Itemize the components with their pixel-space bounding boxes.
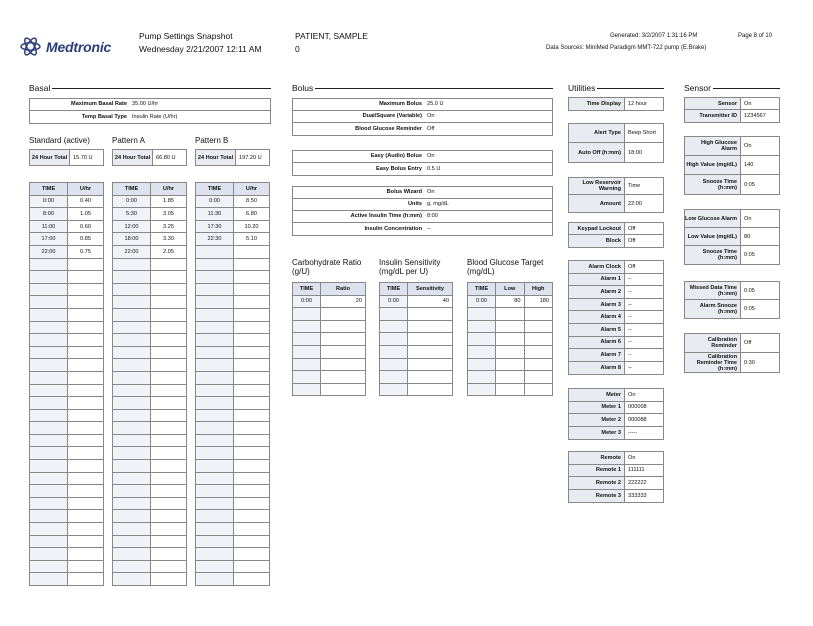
table-row <box>30 485 104 498</box>
high-glucose-box <box>684 136 780 195</box>
bolus-group-2: Easy (Audio) Bolus On Easy Bolus Entry 0.5 U <box>292 150 553 176</box>
brand-name: Medtronic <box>46 38 112 55</box>
reservoir-box <box>568 177 664 213</box>
basal-24h-total: 24 Hour Total 66.80 U <box>112 149 187 166</box>
table-row <box>113 321 187 334</box>
table-row <box>380 383 453 396</box>
setting-row: Block Off <box>569 235 663 247</box>
setting-row: Remote 1 111111 <box>569 465 663 478</box>
table-row <box>30 346 104 359</box>
setting-row: Meter 2 000088 <box>569 414 663 427</box>
table-row <box>468 308 553 321</box>
table-row <box>30 334 104 347</box>
table-row <box>30 308 104 321</box>
table-row <box>196 497 270 510</box>
table-row <box>30 434 104 447</box>
table-row: 22:00 2.05 <box>113 245 187 258</box>
basal-heading: Basal <box>29 83 271 93</box>
table-row <box>293 358 366 371</box>
target-table: TIME Low High 0:00 80 180 <box>467 282 553 396</box>
table-row <box>196 485 270 498</box>
table-row <box>468 383 553 396</box>
meter-box <box>568 388 664 440</box>
table-row <box>113 560 187 573</box>
setting-row: Snooze Time (h:mm) 0:05 <box>685 246 779 264</box>
table-row <box>468 358 553 371</box>
table-row <box>293 320 366 333</box>
temp-basal-row: Temp Basal Type Insulin Rate (U/hr) <box>81 113 178 120</box>
table-row <box>113 510 187 523</box>
table-row <box>30 447 104 460</box>
table-row <box>293 383 366 396</box>
table-row <box>113 283 187 296</box>
table-row <box>113 447 187 460</box>
table-row <box>380 371 453 384</box>
setting-row: Alarm 3 -- <box>569 299 663 312</box>
table-row <box>380 308 453 321</box>
table-row <box>196 384 270 397</box>
basal-rate-table: TIME U/hr 0:00 8.50 11:30 6.80 17:30 10.20 22:30 5.10 <box>195 182 270 586</box>
basal-settings <box>29 98 271 124</box>
table-row <box>30 548 104 561</box>
table-row <box>196 397 270 410</box>
table-row <box>196 359 270 372</box>
table-row: 22:00 0.75 <box>30 245 104 258</box>
setting-row: Time Display 12 hour <box>569 98 663 110</box>
alarm-clock-box <box>568 260 664 375</box>
table-row <box>380 358 453 371</box>
table-row <box>196 283 270 296</box>
table-row <box>30 523 104 536</box>
table-row <box>196 447 270 460</box>
table-row <box>380 320 453 333</box>
basal-pattern-name: Standard (active) <box>29 136 90 145</box>
sensor-heading: Sensor <box>684 83 780 93</box>
table-row <box>113 397 187 410</box>
table-row: 0:00 80 180 <box>468 295 553 308</box>
bolus-heading: Bolus <box>292 83 553 93</box>
setting-row: Alarm 1 -- <box>569 274 663 287</box>
alert-box <box>568 123 664 163</box>
sensor-box <box>684 97 780 123</box>
medtronic-logo <box>20 36 111 57</box>
setting-row: Snooze Time (h:mm) 0:05 <box>685 175 779 194</box>
table-row <box>113 523 187 536</box>
table-row <box>293 371 366 384</box>
setting-row: Alarm Snooze (h:mm) 0:05 <box>685 300 779 318</box>
calibration-box <box>684 333 780 373</box>
sens-title: Insulin Sensitivity (mg/dL per U) <box>379 258 441 276</box>
target-title: Blood Glucose Target (mg/dL) <box>467 258 544 276</box>
table-row <box>468 371 553 384</box>
table-row <box>113 472 187 485</box>
report-title: Pump Settings Snapshot <box>139 31 233 41</box>
setting-row: Sensor On <box>685 98 779 110</box>
utilities-heading: Utilities <box>568 83 664 93</box>
patient-name: PATIENT, SAMPLE <box>295 31 368 41</box>
carb-table: TIME Ratio 0:00 20 <box>292 282 366 396</box>
table-row <box>30 497 104 510</box>
setting-row: Alarm 4 -- <box>569 311 663 324</box>
setting-row: High Value (mg/dL) 140 <box>685 156 779 175</box>
table-row: 17:00 0.85 <box>30 233 104 246</box>
table-row <box>30 472 104 485</box>
table-row <box>113 371 187 384</box>
table-row <box>113 573 187 586</box>
table-row: 11:30 6.80 <box>196 208 270 221</box>
table-row <box>113 409 187 422</box>
table-row <box>113 334 187 347</box>
table-row <box>113 460 187 473</box>
medtronic-logo-icon <box>20 36 41 57</box>
table-row <box>113 497 187 510</box>
table-row <box>30 359 104 372</box>
table-row <box>196 308 270 321</box>
max-basal-row: Maximum Basal Rate 35.00 U/hr <box>30 99 270 111</box>
setting-row: Missed Data Time (h:mm) 0:05 <box>685 282 779 300</box>
setting-row: Remote On <box>569 452 663 465</box>
table-row <box>30 397 104 410</box>
remote-box <box>568 451 664 503</box>
table-row: 0:00 8.50 <box>196 195 270 208</box>
table-row <box>293 345 366 358</box>
table-row <box>196 523 270 536</box>
basal-24h-total: 24 Hour Total 197.20 U <box>195 149 270 166</box>
table-row <box>293 333 366 346</box>
table-row <box>30 560 104 573</box>
basal-24h-total: 24 Hour Total 15.70 U <box>29 149 104 166</box>
table-row <box>196 409 270 422</box>
table-row <box>113 535 187 548</box>
setting-row: Amount 22:00 <box>569 195 663 212</box>
table-row <box>196 321 270 334</box>
table-row <box>196 510 270 523</box>
setting-row: Keypad Lockout Off <box>569 223 663 235</box>
table-row <box>30 371 104 384</box>
setting-row: Alarm 7 -- <box>569 349 663 362</box>
table-row <box>196 535 270 548</box>
table-row <box>196 245 270 258</box>
table-row: 11:00 0.60 <box>30 220 104 233</box>
report-datetime: Wednesday 2/21/2007 12:11 AM <box>139 44 262 54</box>
table-row <box>196 548 270 561</box>
table-row <box>196 334 270 347</box>
table-row <box>380 345 453 358</box>
table-row <box>196 346 270 359</box>
setting-row: Low Value (mg/dL) 80 <box>685 228 779 246</box>
table-row: 8:00 1.05 <box>30 208 104 221</box>
setting-row: Meter On <box>569 389 663 402</box>
time-display-box <box>568 97 664 111</box>
table-row <box>113 359 187 372</box>
table-row <box>30 296 104 309</box>
table-row <box>113 384 187 397</box>
table-row <box>196 296 270 309</box>
setting-row: Alarm 2 -- <box>569 286 663 299</box>
table-row <box>196 258 270 271</box>
setting-row: Low Reservoir Warning Time <box>569 178 663 195</box>
table-row <box>468 345 553 358</box>
carb-title: Carbohydrate Ratio (g/U) <box>292 258 362 276</box>
table-row <box>30 384 104 397</box>
table-row <box>468 320 553 333</box>
setting-row: Auto Off (h:mm) 18:00 <box>569 143 663 162</box>
setting-row: High Glucose Alarm On <box>685 137 779 156</box>
generated-timestamp: Generated: 3/2/2007 1:31:16 PM <box>610 33 698 39</box>
setting-row: Alarm 5 -- <box>569 324 663 337</box>
setting-row: Calibration Reminder Time (h:mm) 0:30 <box>685 353 779 372</box>
table-row <box>30 283 104 296</box>
table-row: 5:30 3.05 <box>113 208 187 221</box>
bolus-group-1: Maximum Bolus 25.0 U Dual/Square (Variable) On Blood Glucose Reminder Off <box>292 98 553 136</box>
table-row <box>196 472 270 485</box>
table-row: 22:30 5.10 <box>196 233 270 246</box>
table-row <box>30 271 104 284</box>
setting-row: Low Glucose Alarm On <box>685 210 779 228</box>
table-row <box>30 510 104 523</box>
table-row <box>468 333 553 346</box>
table-row <box>30 573 104 586</box>
basal-rate-table: TIME U/hr 0:00 1.85 5:30 3.05 12:00 3.25 18:00 3.30 22:00 2.05 <box>112 182 187 586</box>
table-row: 18:00 3.30 <box>113 233 187 246</box>
basal-pattern-name: Pattern A <box>112 136 145 145</box>
page-number: Page 8 of 10 <box>738 33 773 39</box>
table-row <box>196 573 270 586</box>
table-row: 17:30 10.20 <box>196 220 270 233</box>
table-row <box>30 422 104 435</box>
table-row <box>113 258 187 271</box>
table-row <box>30 258 104 271</box>
basal-pattern-name: Pattern B <box>195 136 229 145</box>
setting-row: Meter 1 000008 <box>569 402 663 415</box>
setting-row: Alarm 8 -- <box>569 362 663 375</box>
table-row: 0:00 0.40 <box>30 195 104 208</box>
table-row: 0:00 1.85 <box>113 195 187 208</box>
bolus-group-3: Bolus Wizard On Units g, mg/dL Active Insulin Time (h:mm) 8:00 Insulin Concentration -- <box>292 186 553 236</box>
table-row: 12:00 3.25 <box>113 220 187 233</box>
table-row <box>113 422 187 435</box>
low-glucose-box <box>684 209 780 265</box>
patient-id: 0 <box>295 44 300 54</box>
setting-row: Alarm Clock Off <box>569 261 663 274</box>
sens-table: TIME Sensitivity 0:00 40 <box>379 282 453 396</box>
setting-row: Remote 2 222222 <box>569 477 663 490</box>
table-row <box>30 321 104 334</box>
table-row <box>196 271 270 284</box>
table-row <box>196 560 270 573</box>
table-row <box>113 346 187 359</box>
table-row <box>113 434 187 447</box>
setting-row: Meter 3 ----- <box>569 427 663 440</box>
table-row <box>30 409 104 422</box>
table-row: 0:00 40 <box>380 295 453 308</box>
basal-rate-table: TIME U/hr 0:00 0.40 8:00 1.05 11:00 0.60 17:00 0.85 22:00 0.75 <box>29 182 104 586</box>
table-row <box>196 460 270 473</box>
keypad-box <box>568 222 664 248</box>
setting-row: Transmitter ID 1234567 <box>685 110 779 122</box>
setting-row: Alarm 6 -- <box>569 337 663 350</box>
table-row <box>196 422 270 435</box>
table-row <box>380 333 453 346</box>
table-row <box>113 296 187 309</box>
table-row <box>196 434 270 447</box>
table-row <box>113 548 187 561</box>
data-sources: Data Sources: MiniMed Paradigm MMT-722 pump (E.Brake) <box>546 45 707 51</box>
table-row <box>196 371 270 384</box>
setting-row: Alert Type Beep Short <box>569 124 663 143</box>
table-row: 0:00 20 <box>293 295 366 308</box>
setting-row: Remote 3 333333 <box>569 490 663 503</box>
table-row <box>30 460 104 473</box>
table-row <box>113 308 187 321</box>
table-row <box>113 271 187 284</box>
missed-data-box <box>684 281 780 319</box>
setting-row: Calibration Reminder Off <box>685 334 779 353</box>
table-row <box>113 485 187 498</box>
table-row <box>30 535 104 548</box>
table-row <box>293 308 366 321</box>
